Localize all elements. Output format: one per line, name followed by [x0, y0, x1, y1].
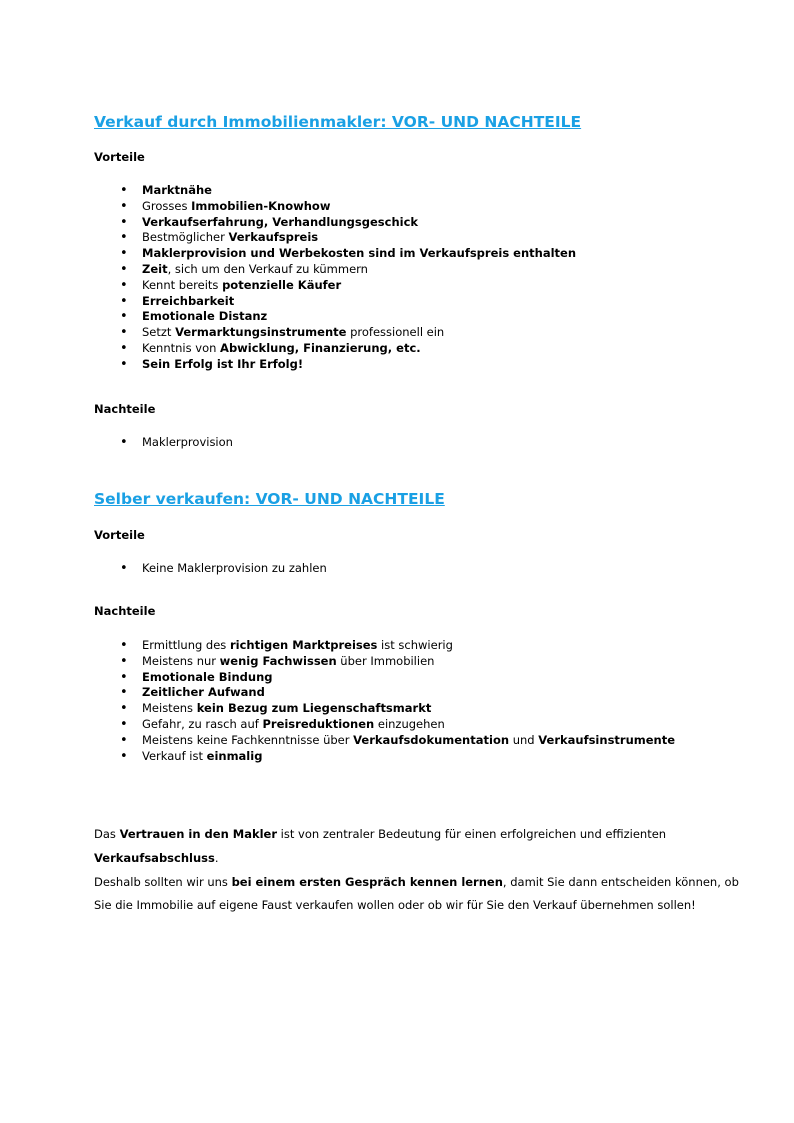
text: Kenntnis von [142, 340, 221, 355]
bold-text: Marktnähe [142, 183, 212, 197]
bold-text: bei einem ersten Gespräch kennen lernen [231, 874, 503, 889]
bold-text: Preisreduktionen [262, 716, 375, 731]
section1-title: Verkauf durch Immobilienmakler: VOR- UND NACHTEILE [94, 113, 582, 131]
section1-cons-list [94, 435, 734, 451]
bold-text: richtigen Marktpreises [229, 638, 378, 652]
text: Keine Maklerprovision zu zahlen [142, 561, 327, 575]
bold-text: wenig Fachwissen [219, 653, 337, 668]
closing-paragraph [94, 823, 739, 918]
bold-text: Verkaufsabschluss [94, 850, 215, 865]
text: ist schwierig [377, 638, 453, 652]
bold-text: einmalig [206, 748, 263, 763]
list-item [94, 685, 734, 701]
text: professionell ein [346, 325, 445, 340]
list-item [94, 215, 734, 231]
bold-text: Verkaufsinstrumente [538, 732, 676, 747]
bold-text: kein Bezug zum Liegenschaftsmarkt [196, 701, 432, 716]
list-item [94, 670, 734, 686]
text: Meistens nur [142, 653, 220, 668]
section2-pros-list [94, 561, 734, 577]
list-item [94, 230, 734, 246]
text: über Immobilien [336, 653, 435, 668]
text: ist von zentraler Bedeutung für einen erfolgreichen und effizienten [277, 827, 667, 841]
list-item [94, 701, 734, 717]
bold-text: Verkaufspreis [228, 230, 319, 245]
list-item [94, 749, 734, 765]
list-item [94, 309, 734, 325]
list-item [94, 435, 734, 451]
section2-cons-list [94, 638, 734, 764]
bold-text: Erreichbarkeit [142, 293, 235, 308]
section2-pros-label: Vorteile [94, 528, 145, 542]
text: Meistens keine Fachkenntnisse über [142, 732, 354, 747]
text: Maklerprovision [142, 435, 233, 449]
bold-text: Immobilien-Knowhow [191, 198, 331, 213]
text: , sich um den Verkauf zu kümmern [167, 261, 368, 276]
text: Deshalb sollten wir uns [94, 874, 232, 889]
paragraph-line [94, 894, 734, 918]
bold-text: Emotionale Distanz [142, 309, 268, 324]
bold-text: Vermarktungsinstrumente [175, 325, 347, 340]
list-item [94, 638, 734, 654]
text: , damit Sie dann entscheiden können, ob [502, 874, 739, 889]
list-item [94, 733, 734, 749]
list-item [94, 357, 734, 373]
section2-cons-label: Nachteile [94, 604, 156, 618]
list-item [94, 341, 734, 357]
bold-text: Vertrauen in den Makler [119, 827, 278, 841]
text: Gefahr, zu rasch auf [142, 716, 263, 731]
bold-text: Zeit [142, 261, 168, 276]
bold-text: potenzielle Käufer [222, 277, 342, 292]
section1-pros-label: Vorteile [94, 150, 145, 164]
list-item [94, 246, 734, 262]
paragraph-line [94, 823, 734, 847]
text: und [509, 732, 539, 747]
text: Meistens [142, 701, 197, 716]
paragraph-line [94, 847, 734, 871]
bold-text: Emotionale Bindung [142, 669, 273, 684]
list-item [94, 278, 734, 294]
paragraph-line [94, 871, 739, 895]
list-item [94, 199, 734, 215]
text: Bestmöglicher [142, 230, 229, 245]
section1-pros-list [94, 183, 734, 373]
section2-title: Selber verkaufen: VOR- UND NACHTEILE [94, 490, 445, 508]
text: Verkauf ist [142, 748, 207, 763]
list-item [94, 294, 734, 310]
bold-text: Verkaufsdokumentation [353, 732, 510, 747]
text: einzugehen [374, 716, 445, 731]
text: Setzt [142, 325, 176, 340]
text: Das [94, 827, 120, 841]
text: Sie die Immobilie auf eigene Faust verkaufen wollen oder ob wir für Sie den Verkauf übernehmen sollen! [94, 898, 696, 913]
bold-text: Zeitlicher Aufwand [142, 685, 265, 700]
text: Grosses [142, 198, 192, 213]
text: Ermittlung des [142, 638, 230, 652]
bold-text: Abwicklung, Finanzierung, etc. [220, 340, 421, 355]
list-item [94, 325, 734, 341]
list-item [94, 183, 734, 199]
list-item [94, 654, 734, 670]
text: Kennt bereits [142, 277, 223, 292]
list-item [94, 262, 734, 278]
section1-cons-label: Nachteile [94, 402, 156, 416]
list-item [94, 717, 734, 733]
bold-text: Sein Erfolg ist Ihr Erfolg! [142, 356, 304, 371]
text: . [214, 850, 219, 865]
bold-text: Maklerprovision und Werbekosten sind im Verkaufspreis enthalten [142, 246, 577, 261]
list-item [94, 561, 734, 577]
bold-text: Verkaufserfahrung, Verhandlungsgeschick [142, 214, 419, 229]
